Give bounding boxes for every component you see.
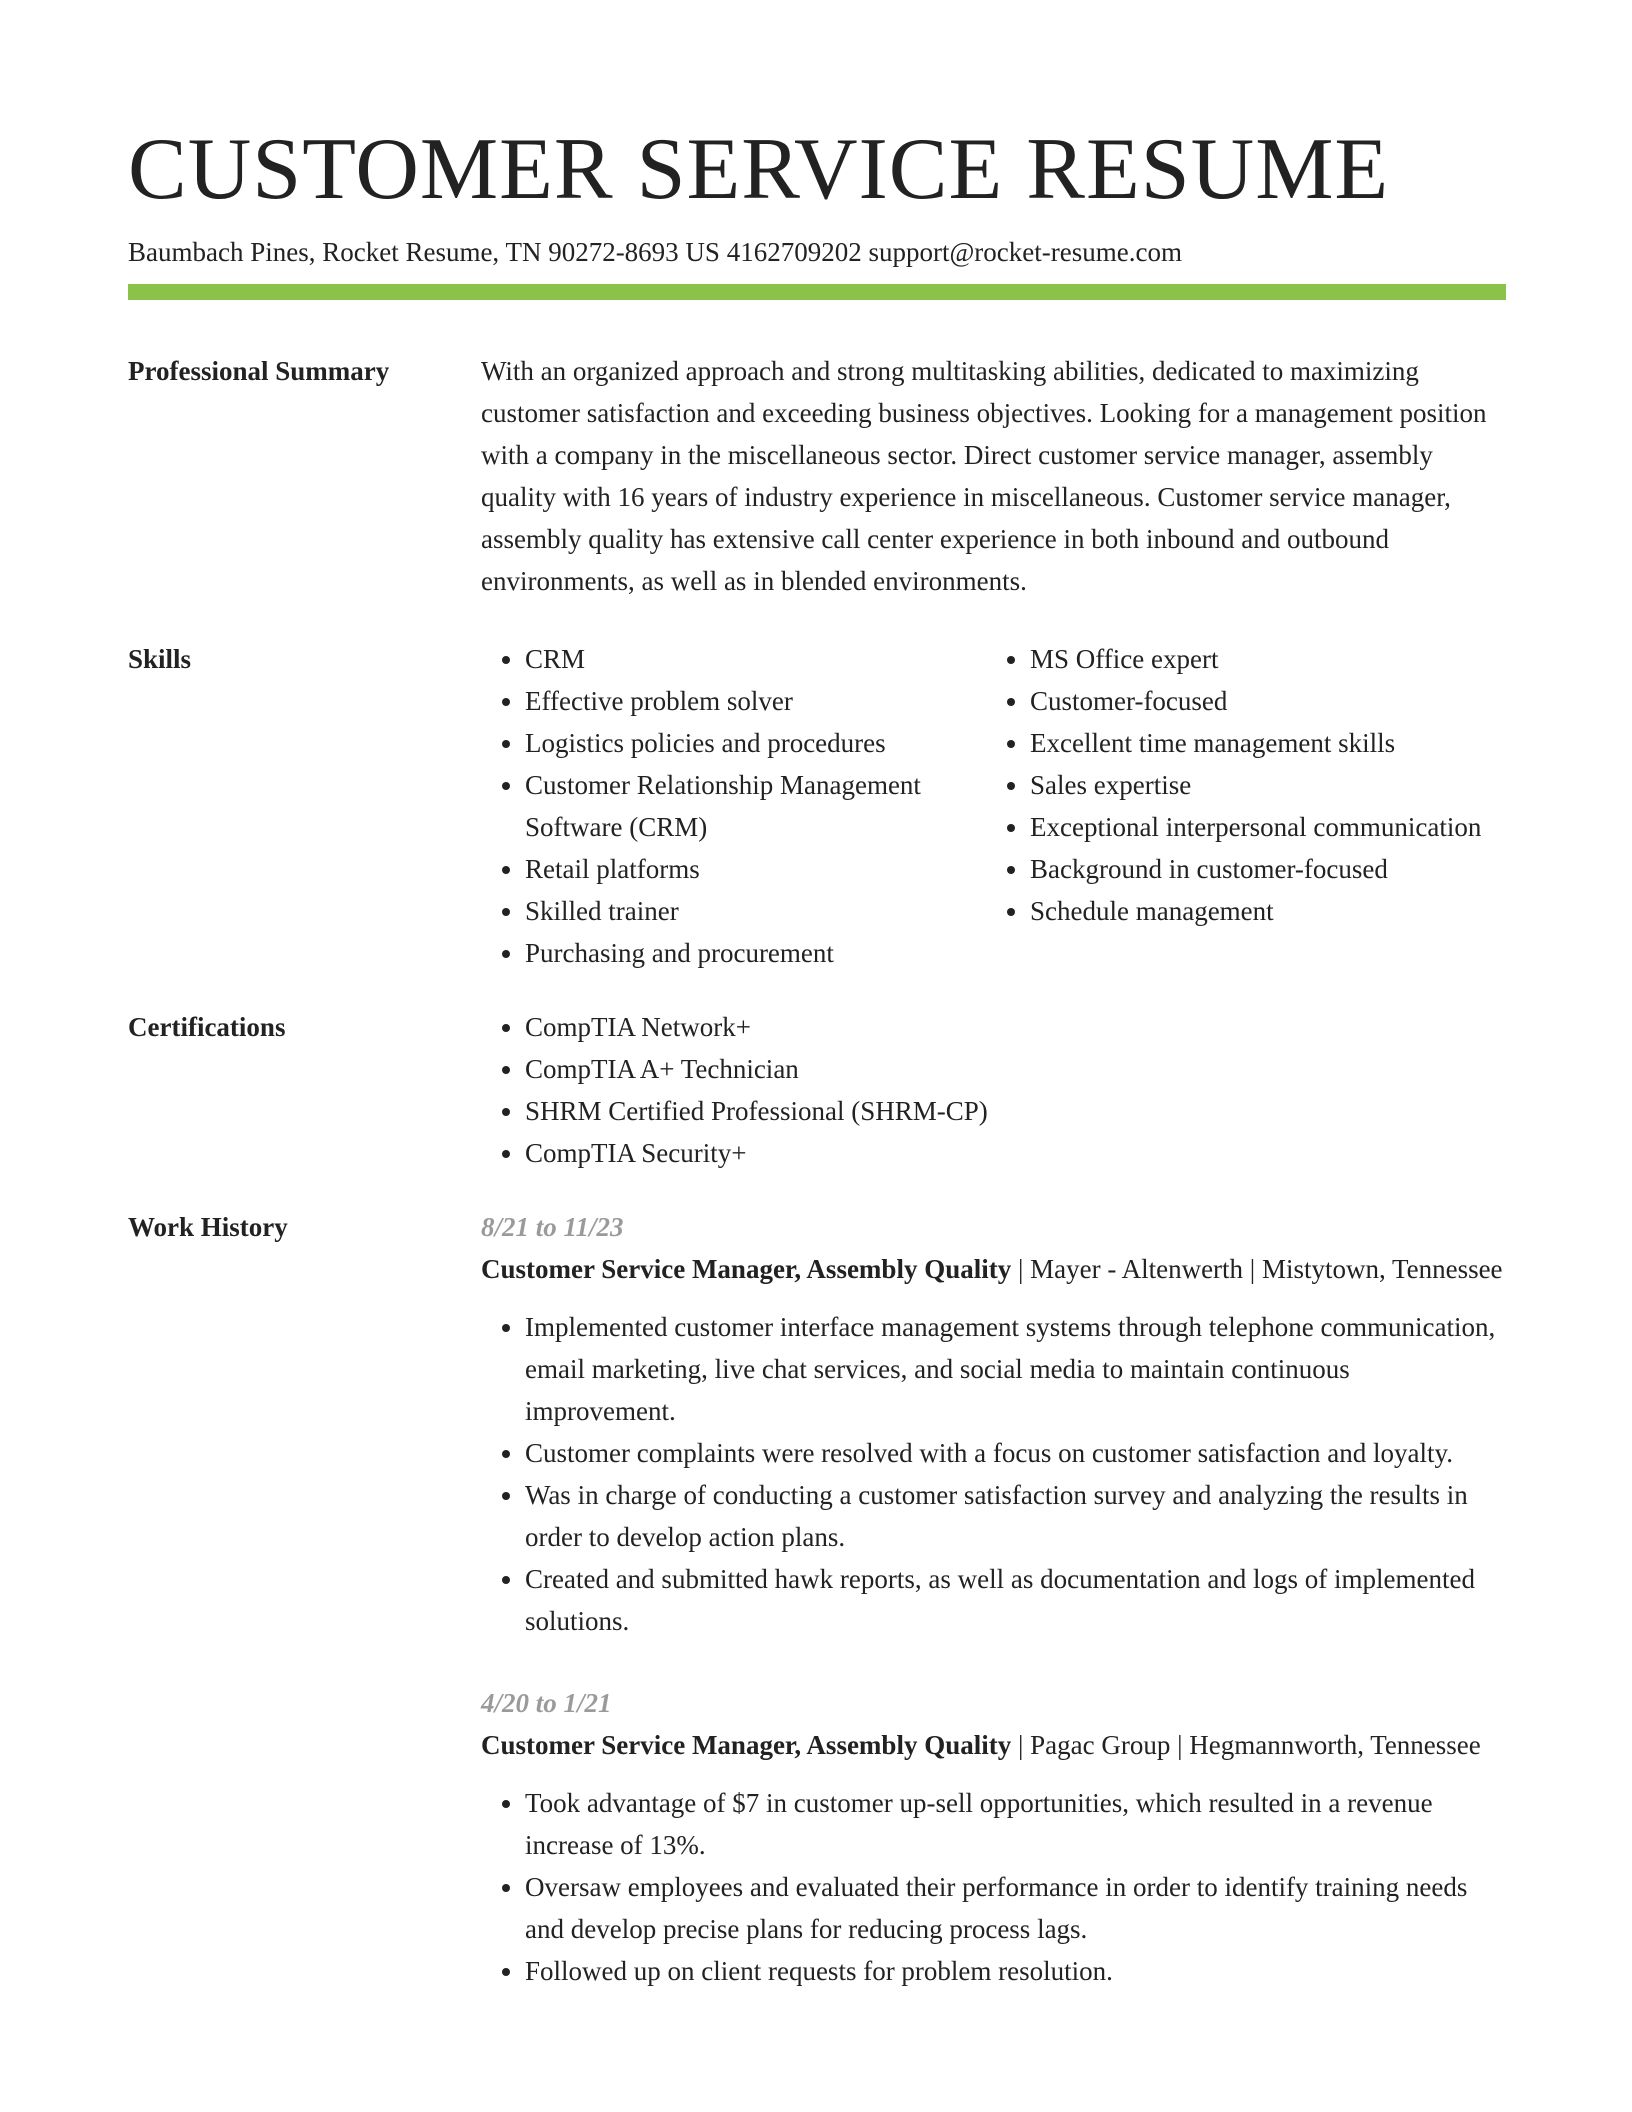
resume-page — [128, 118, 1506, 1992]
summary-section — [128, 350, 1506, 602]
list-item: • Purchasing and procurement — [525, 932, 986, 974]
skills-column-left — [481, 638, 986, 974]
list-item: • Effective problem solver — [525, 680, 986, 722]
job-heading — [481, 1724, 1506, 1766]
job-title: Customer Service Manager, Assembly Quality — [481, 1730, 1012, 1760]
list-item: • Schedule management — [1030, 890, 1491, 932]
job-bullets — [481, 1782, 1506, 1992]
section-label-skills: Skills — [128, 644, 192, 674]
list-item: • Sales expertise — [1030, 764, 1491, 806]
list-item: • Customer-focused — [1030, 680, 1491, 722]
accent-divider — [128, 284, 1506, 300]
list-item: • Oversaw employees and evaluated their performance in order to identify training needs and develop precise plans for reducing process lags. — [525, 1866, 1506, 1950]
list-item: • Customer Relationship Management Software (CRM) — [525, 764, 986, 848]
list-item: • Implemented customer interface management systems through telephone communication, email marketing, live chat services, and social media to maintain continuous improvement. — [525, 1306, 1506, 1432]
list-item: • Took advantage of $7 in customer up-sell opportunities, which resulted in a revenue increase of 13%. — [525, 1782, 1506, 1866]
list-item: • CompTIA Security+ — [525, 1132, 1506, 1174]
list-item: • Excellent time management skills — [1030, 722, 1491, 764]
job-title: Customer Service Manager, Assembly Quality — [481, 1254, 1012, 1284]
contact-line: Baumbach Pines, Rocket Resume, TN 90272-8693 US 4162709202 support@rocket-resume.com — [128, 237, 1182, 267]
work-history-section — [128, 1206, 1506, 1992]
job-bullets — [481, 1306, 1506, 1642]
job-heading — [481, 1248, 1506, 1290]
skills-columns — [481, 638, 1506, 974]
list-item: • CRM — [525, 638, 986, 680]
job-dates: 4/20 to 1/21 — [481, 1688, 612, 1718]
section-label-work-history: Work History — [128, 1212, 288, 1242]
job-entry — [481, 1206, 1506, 1642]
job-entry — [481, 1682, 1506, 1992]
job-details: | Mayer - Altenwerth | Mistytown, Tennessee — [1011, 1254, 1503, 1284]
section-label-summary: Professional Summary — [128, 356, 390, 386]
resume-title: CUSTOMER SERVICE RESUME — [128, 121, 1390, 218]
list-item: • Was in charge of conducting a customer satisfaction survey and analyzing the results in order to develop action plans. — [525, 1474, 1506, 1558]
list-item: • CompTIA Network+ — [525, 1006, 1506, 1048]
certifications-list — [481, 1006, 1506, 1174]
skills-section — [128, 638, 1506, 974]
list-item: • Retail platforms — [525, 848, 986, 890]
list-item: • Followed up on client requests for problem resolution. — [525, 1950, 1506, 1992]
list-item: • Skilled trainer — [525, 890, 986, 932]
list-item: • Created and submitted hawk reports, as well as documentation and logs of implemented solutions. — [525, 1558, 1506, 1642]
list-item: • MS Office expert — [1030, 638, 1491, 680]
list-item: • Background in customer-focused — [1030, 848, 1491, 890]
list-item: • Logistics policies and procedures — [525, 722, 986, 764]
list-item: • SHRM Certified Professional (SHRM-CP) — [525, 1090, 1506, 1132]
summary-text: With an organized approach and strong multitasking abilities, dedicated to maximizing customer satisfaction and exceeding business objectives. Looking for a management position with a company in the miscellaneous sector. Direct customer service manager, assembly quality with 16 years of industry experience in miscellaneous. Customer service manager, assembly quality has extensive call center experience in both inbound and outbound environments, as well as in blended environments. — [481, 356, 1487, 596]
list-item: • Customer complaints were resolved with a focus on customer satisfaction and loyalty. — [525, 1432, 1506, 1474]
job-details: | Pagac Group | Hegmannworth, Tennessee — [1011, 1730, 1481, 1760]
list-item: • Exceptional interpersonal communication — [1030, 806, 1491, 848]
list-item: • CompTIA A+ Technician — [525, 1048, 1506, 1090]
section-label-certifications: Certifications — [128, 1012, 286, 1042]
skills-column-right — [986, 638, 1491, 974]
job-dates: 8/21 to 11/23 — [481, 1212, 624, 1242]
certifications-section — [128, 1006, 1506, 1174]
work-history-list — [481, 1206, 1506, 1992]
